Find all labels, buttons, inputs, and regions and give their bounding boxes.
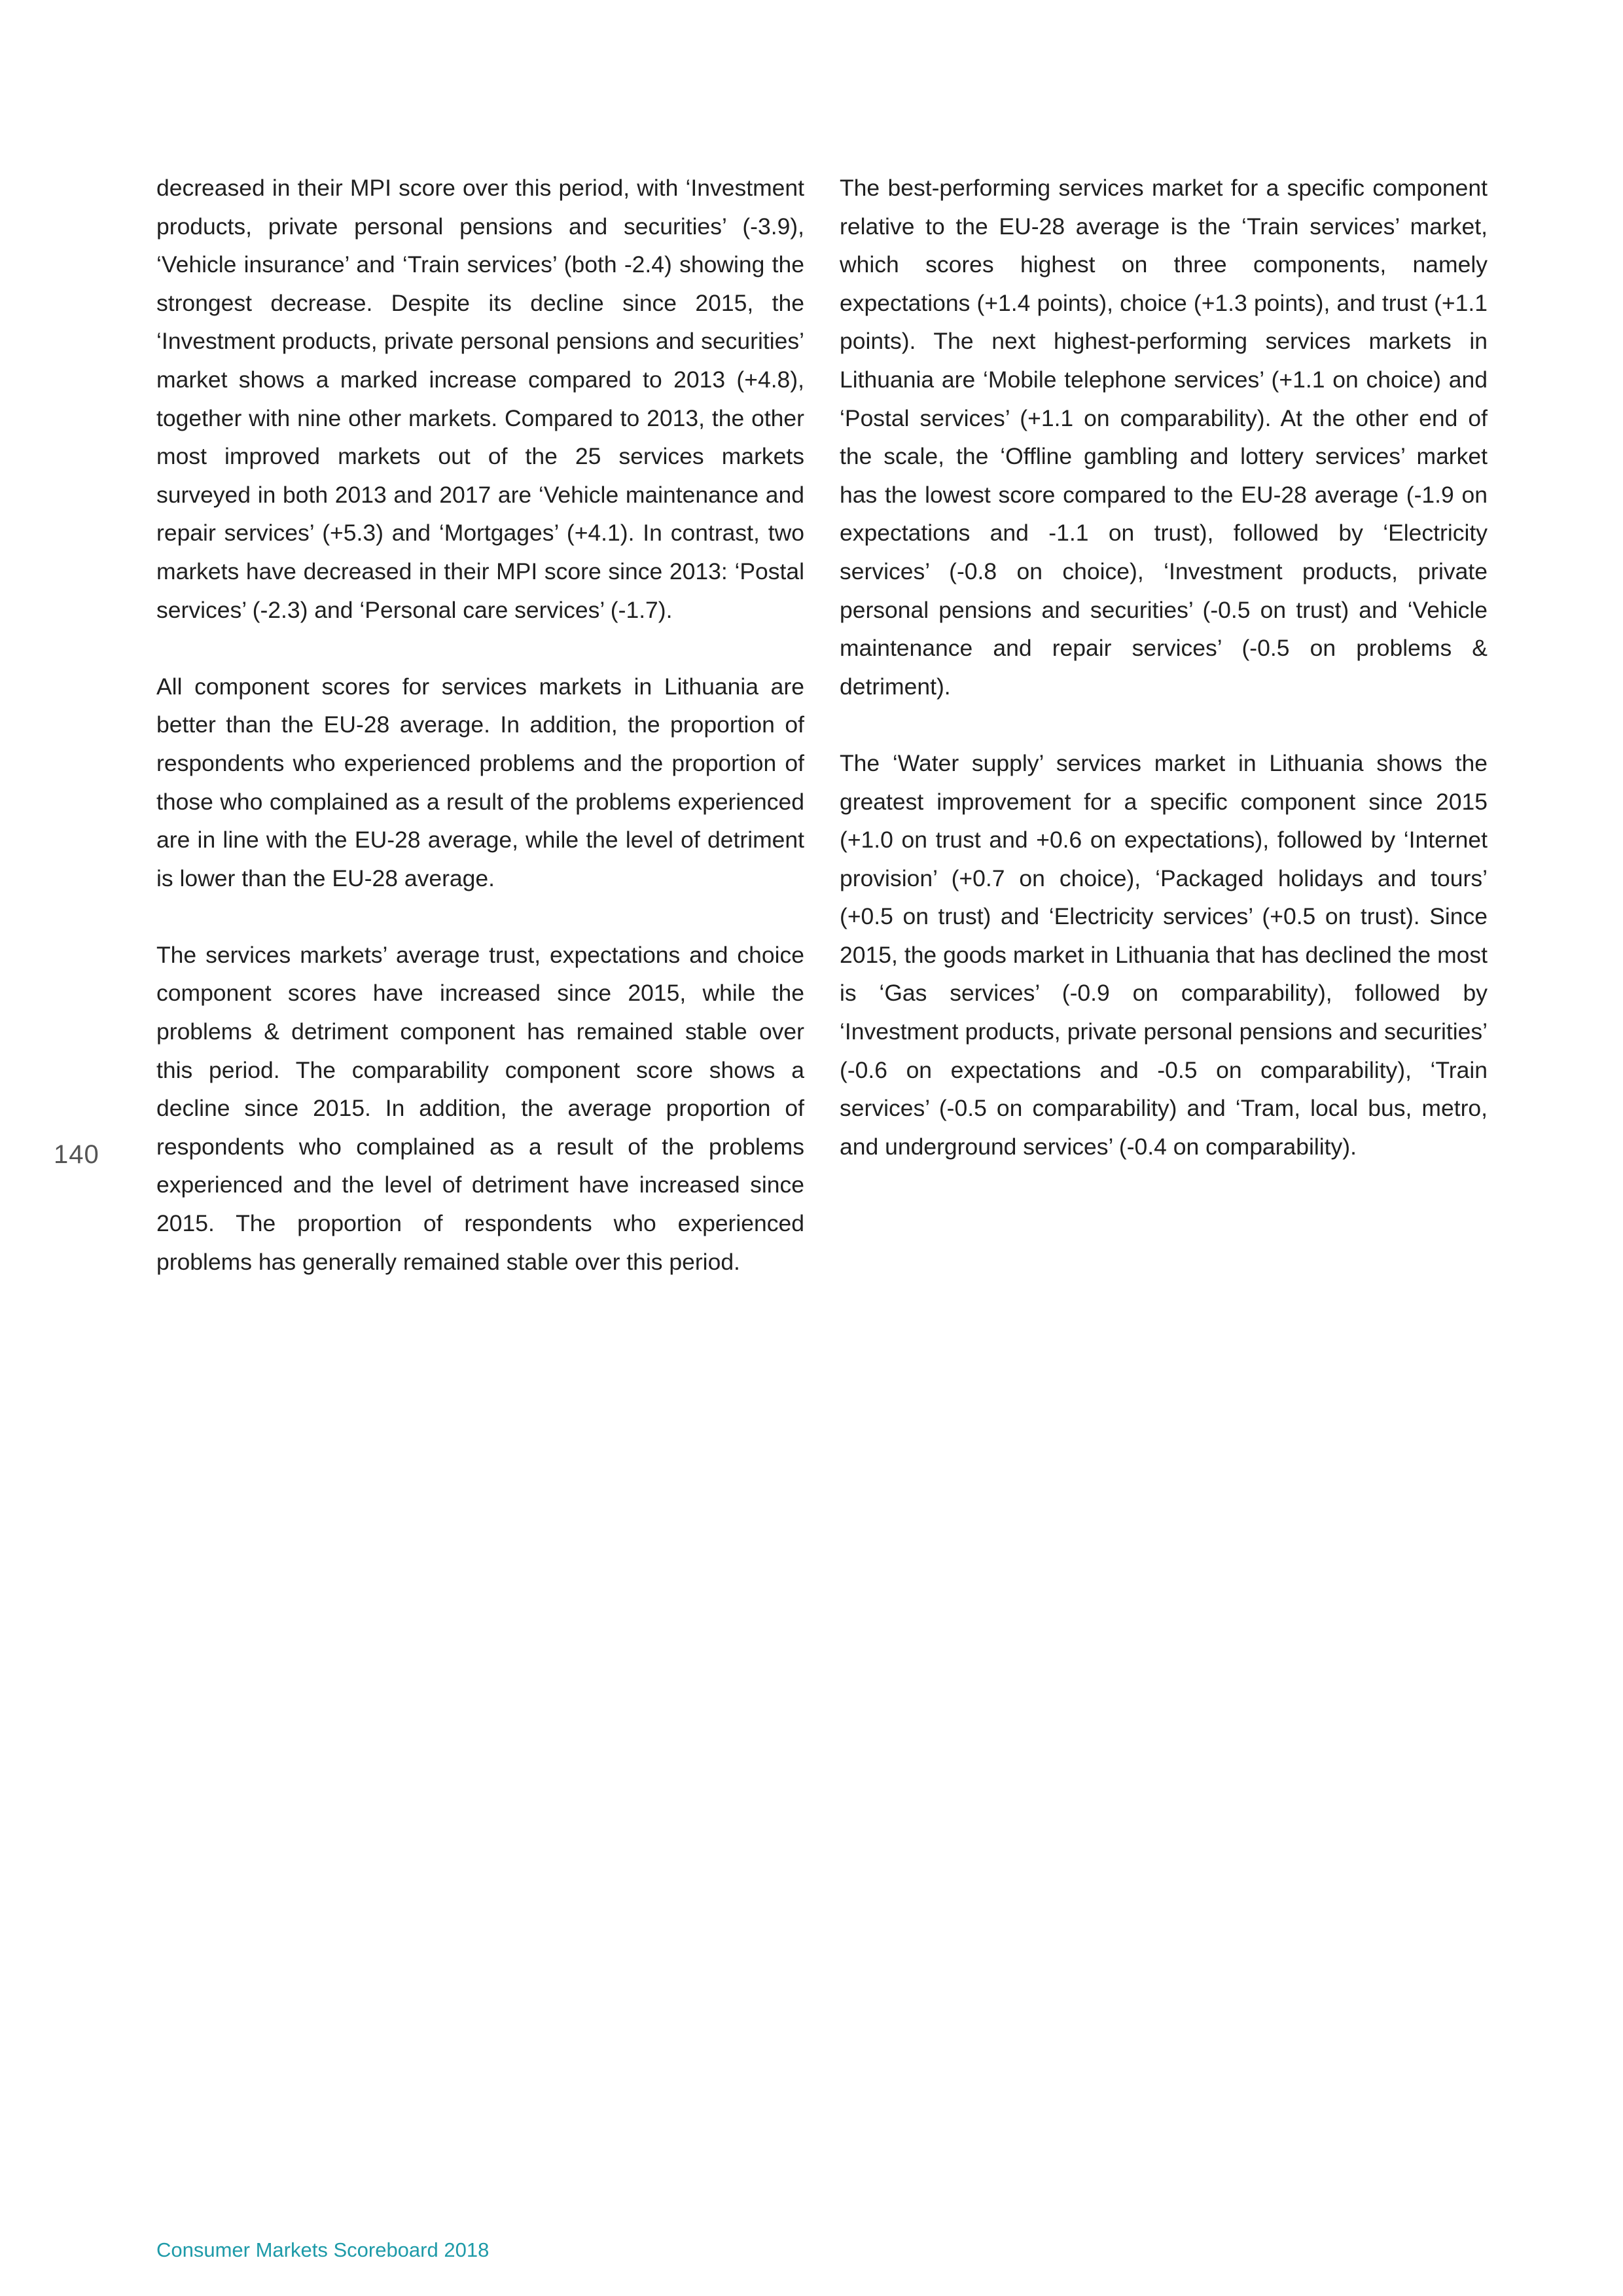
right-paragraph-1: The best-performing services market for a specific component relative to the EU-28 average is the ‘Train services’ market, which scores highest on three components, namely expectations (+1.4 points), choice (+1.3 points), and trust (+1.1 points). The next highest-performing services markets in Lithuania are ‘Mobile telephone services’ (+1.1 on choice) and ‘Postal services’ (+1.1 on comparability). At the other end of the scale, the ‘Offline gambling and lottery services’ market has the lowest score compared to the EU-28 average (-1.9 on expectations and -1.1 on trust), followed by ‘Electricity services’ (-0.8 on choice), ‘Investment products, private personal pensions and securities’ (-0.5 on trust) and ‘Vehicle maintenance and repair services’ (-0.5 on problems & detriment). — [840, 175, 1488, 700]
left-column — [156, 169, 804, 1319]
left-paragraph-1: decreased in their MPI score over this period, with ‘Investment products, private personal pensions and securities’ (-3.9), ‘Vehicle insurance’ and ‘Train services’ (both -2.4) showing the strongest decrease. Despite its decline since 2015, the ‘Investment products, private personal pensions and securities’ market shows a marked increase compared to 2013 (+4.8), together with nine other markets. Compared to 2013, the other most improved markets out of the 25 services markets surveyed in both 2013 and 2017 are ‘Vehicle maintenance and repair services’ (+5.3) and ‘Mortgages’ (+4.1). In contrast, two markets have decreased in their MPI score since 2013: ‘Postal services’ (-2.3) and ‘Personal care services’ (-1.7). — [156, 175, 804, 623]
right-column — [840, 169, 1488, 1204]
right-paragraph-2: The ‘Water supply’ services market in Lithuania shows the greatest improvement for a specific component since 2015 (+1.0 on trust and +0.6 on expectations), followed by ‘Internet provision’ (+0.7 on choice), ‘Packaged holidays and tours’ (+0.5 on trust) and ‘Electricity services’ (+0.5 on trust). Since 2015, the goods market in Lithuania that has declined the most is ‘Gas services’ (-0.9 on comparability), followed by ‘Investment products, private personal pensions and securities’ (-0.6 on expectations and -0.5 on comparability), ‘Train services’ (-0.5 on comparability) and ‘Tram, local bus, metro, and underground services’ (-0.4 on comparability). — [840, 749, 1488, 1160]
footer-publication-title: Consumer Markets Scoreboard 2018 — [156, 2238, 490, 2261]
left-paragraph-3: The services markets’ average trust, expectations and choice component scores have increased since 2015, while the problems & detriment component has remained stable over this period. The comparability component score shows a decline since 2015. In addition, the average proportion of respondents who complained as a result of the problems experienced and the level of detriment have increased since 2015. The proportion of respondents who experienced problems has generally remained stable over this period. — [156, 941, 804, 1275]
left-paragraph-2: All component scores for services markets in Lithuania are better than the EU-28 average. In addition, the proportion of respondents who experienced problems and the proportion of those who complained as a result of the problems experienced are in line with the EU-28 average, while the level of detriment is lower than the EU-28 average. — [156, 673, 804, 891]
page-number: 140 — [54, 1140, 99, 1169]
